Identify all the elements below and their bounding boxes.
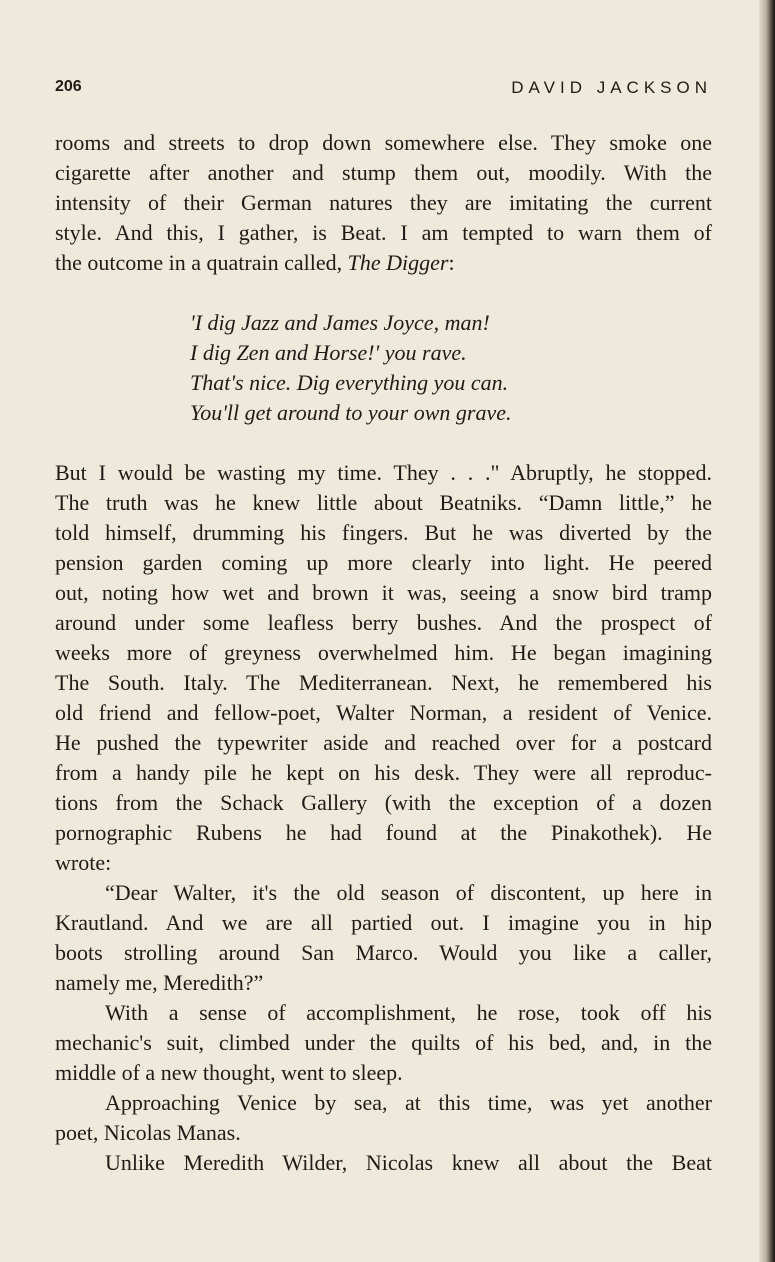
text-line: weeks more of greyness overwhelmed him. He began imagining	[55, 640, 712, 665]
text-line: poet, Nicolas Manas.	[55, 1120, 241, 1145]
text-line: wrote:	[55, 850, 112, 875]
spacer	[55, 278, 712, 308]
text-line	[55, 248, 712, 278]
text-line: But I would be wasting my time. They . . ." Abruptly, he stopped.	[55, 460, 712, 485]
text-line: Unlike Meredith Wilder, Nicolas knew all about the Beat	[105, 1150, 712, 1175]
verse-line: 'I dig Jazz and James Joyce, man!	[190, 310, 490, 335]
page-number: 206	[55, 78, 82, 95]
text-line: from a handy pile he kept on his desk. They were all reproduc-	[55, 760, 712, 785]
text-line: middle of a new thought, went to sleep.	[55, 1060, 403, 1085]
body-text	[55, 128, 712, 1178]
quatrain	[55, 308, 712, 428]
paragraph-2	[55, 458, 712, 878]
text-line: With a sense of accomplishment, he rose, took off his	[105, 1000, 712, 1025]
text-fragment: :	[448, 250, 455, 275]
text-fragment: the outcome in a quatrain called,	[55, 250, 348, 275]
verse-line: That's nice. Dig everything you can.	[190, 370, 509, 395]
text-line: pornographic Rubens he had found at the Pinakothek). He	[55, 820, 712, 845]
paragraph-1	[55, 128, 712, 278]
text-line: tions from the Schack Gallery (with the exception of a dozen	[55, 790, 712, 815]
spacer	[55, 428, 712, 458]
text-line: He pushed the typewriter aside and reached over for a postcard	[55, 730, 712, 755]
text-line: told himself, drumming his fingers. But he was diverted by the	[55, 520, 712, 545]
paragraph-5	[55, 1088, 712, 1148]
verse-line: I dig Zen and Horse!' you rave.	[190, 340, 467, 365]
text-line: intensity of their German natures they are imitating the current	[55, 190, 712, 215]
text-line: rooms and streets to drop down somewhere else. They smoke one	[55, 130, 712, 155]
paragraph-3	[55, 878, 712, 998]
text-line: mechanic's suit, climbed under the quilts of his bed, and, in the	[55, 1030, 712, 1055]
running-title: DAVID JACKSON	[511, 78, 712, 97]
book-spine-edge	[759, 0, 775, 1262]
book-page	[55, 0, 712, 1262]
text-line: style. And this, I gather, is Beat. I am tempted to warn them of	[55, 220, 712, 245]
text-line: The truth was he knew little about Beatniks. “Damn little,” he	[55, 490, 712, 515]
text-line: out, noting how wet and brown it was, seeing a snow bird tramp	[55, 580, 712, 605]
text-line: old friend and fellow-poet, Walter Norman, a resident of Venice.	[55, 700, 712, 725]
poem-title: The Digger	[347, 250, 449, 275]
text-line: around under some leafless berry bushes. And the prospect of	[55, 610, 712, 635]
text-line: boots strolling around San Marco. Would you like a caller,	[55, 940, 712, 965]
text-line: Krautland. And we are all partied out. I imagine you in hip	[55, 910, 712, 935]
text-line: The South. Italy. The Mediterranean. Next, he remembered his	[55, 670, 712, 695]
text-line: pension garden coming up more clearly into light. He peered	[55, 550, 712, 575]
paragraph-6	[55, 1148, 712, 1178]
text-line: Approaching Venice by sea, at this time, was yet another	[105, 1090, 712, 1115]
text-line: namely me, Meredith?”	[55, 970, 264, 995]
verse-line: You'll get around to your own grave.	[190, 400, 512, 425]
paragraph-4	[55, 998, 712, 1088]
text-line: cigarette after another and stump them out, moodily. With the	[55, 160, 712, 185]
text-line: “Dear Walter, it's the old season of discontent, up here in	[105, 880, 712, 905]
running-head	[55, 78, 712, 104]
